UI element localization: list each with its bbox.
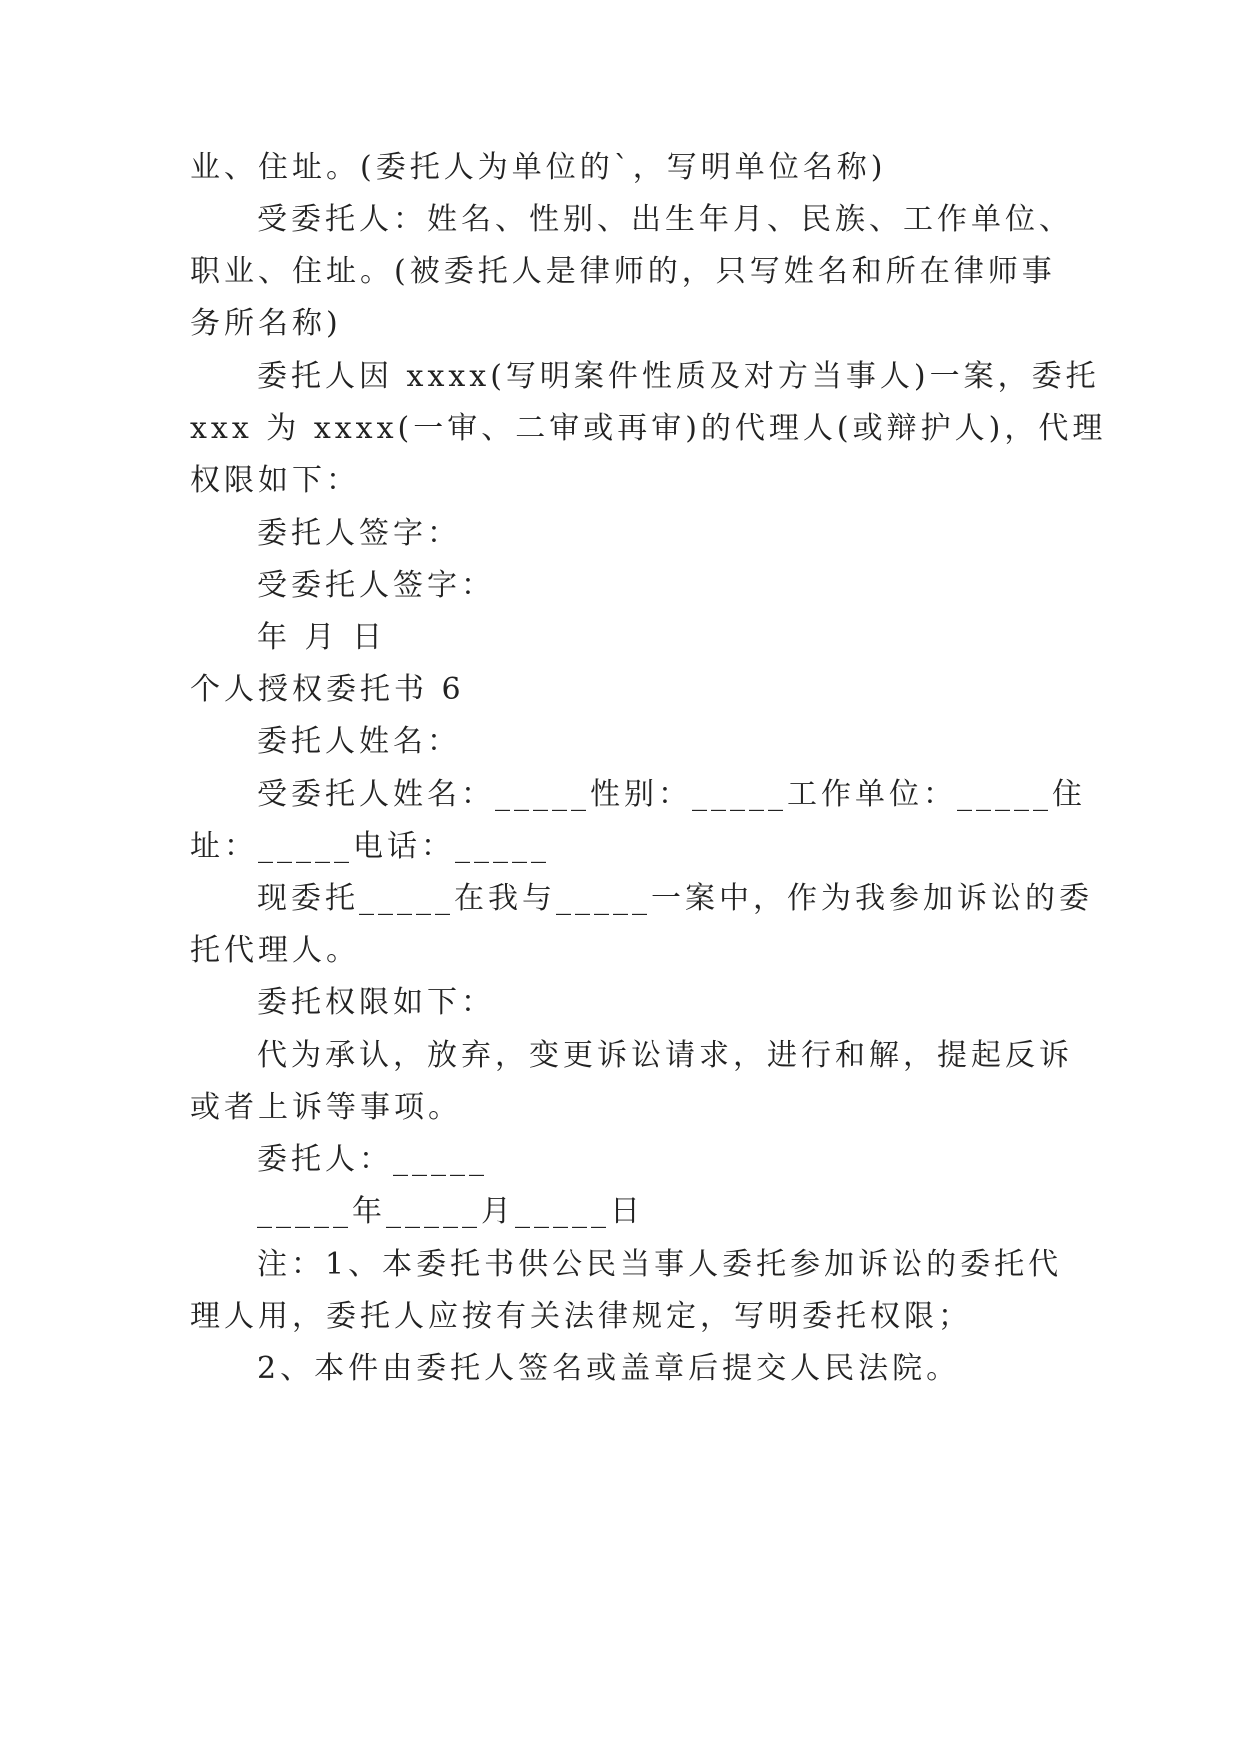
text-line: xxx 为 xxxx(一审、二审或再审)的代理人(或辩护人)，代理 — [190, 411, 1107, 446]
text-line: 注：1、本委托书供公民当事人委托参加诉讼的委托代 — [257, 1247, 1063, 1282]
text-line: 或者上诉等事项。 — [190, 1090, 462, 1125]
text-line: 代为承认，放弃，变更诉讼请求，进行和解，提起反诉 — [257, 1038, 1073, 1073]
text-line: 职业、住址。(被委托人是律师的，只写姓名和所在律师事 — [190, 254, 1056, 289]
text-line: 址：_____电话：_____ — [190, 829, 550, 864]
text-line: 委托人：_____ — [257, 1142, 488, 1177]
text-line: 委托权限如下： — [257, 985, 495, 1020]
text-line: 委托人姓名： — [257, 724, 461, 759]
text-line: 受委托人：姓名、性别、出生年月、民族、工作单位、 — [257, 202, 1073, 237]
section-title: 个人授权委托书 6 — [190, 672, 465, 707]
text-line: 业、住址。(委托人为单位的`，写明单位名称) — [190, 150, 887, 185]
text-line: 受委托人姓名：_____性别：_____工作单位：_____住 — [257, 777, 1086, 812]
text-line: 委托人因 xxxx(写明案件性质及对方当事人)一案，委托 — [257, 359, 1100, 394]
text-line: 务所名称) — [190, 306, 342, 341]
text-line: 受委托人签字： — [257, 568, 495, 603]
text-line: _____年_____月_____日 — [257, 1194, 644, 1229]
text-line: 2、本件由委托人签名或盖章后提交人民法院。 — [257, 1351, 961, 1386]
text-line: 现委托_____在我与_____一案中，作为我参加诉讼的委 — [257, 881, 1093, 916]
text-line: 委托人签字： — [257, 516, 461, 551]
text-line: 年 月 日 — [257, 620, 387, 655]
text-line: 权限如下： — [190, 463, 360, 498]
text-line: 理人用，委托人应按有关法律规定，写明委托权限； — [190, 1299, 972, 1334]
text-line: 托代理人。 — [190, 933, 360, 968]
